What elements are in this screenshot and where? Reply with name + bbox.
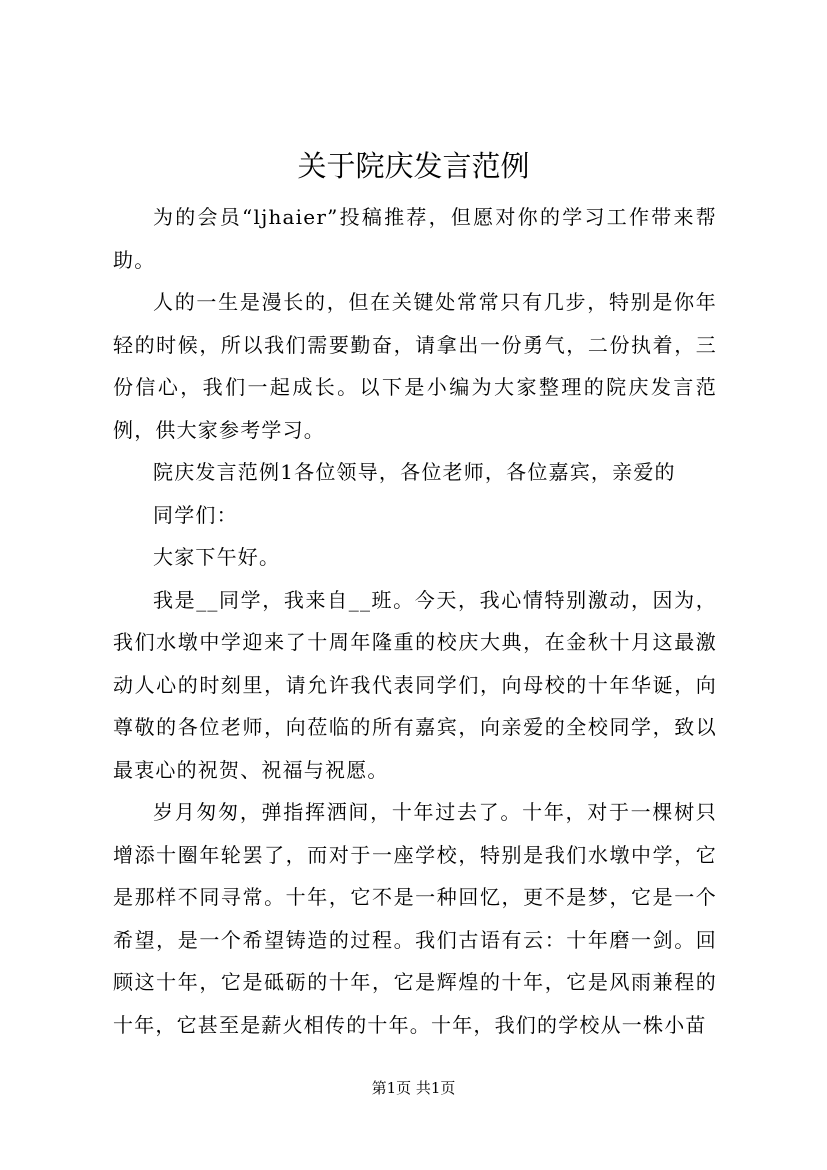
- paragraph-salutation: 大家下午好。: [153, 545, 281, 569]
- paragraph-greeting: 院庆发言范例1各位领导，各位老师，各位嘉宾，亲爱的: [153, 460, 676, 484]
- paragraph-decade: 岁月匆匆，弹指挥洒间，十年过去了。十年，对于一棵树只增添十圈年轮罢了，而对于一座学校，特别是我们水墩中学，它是那样不同寻常。十年，它不是一种回忆，更不是梦，它是一个希望，是一个希望铸造的过程。我们古语有云：十年磨一剑。回顾这十年，它是砥砺的十年，它是辉煌的十年，它是风雨兼程的十年，它甚至是薪火相传的十年。十年，我们的学校从一株小苗: [113, 800, 717, 1037]
- page-footer: 第1页 共1页: [371, 1079, 456, 1097]
- paragraph-intro: 为的会员“ljhaier”投稿推荐，但愿对你的学习工作带来帮助。: [113, 205, 717, 272]
- document-title: 关于院庆发言范例: [297, 149, 530, 183]
- paragraph-self-introduction: 我是__同学，我来自__班。今天，我心情特别激动，因为，我们水墩中学迎来了十周年隆重的校庆大典，在金秋十月这最激动人心的时刻里，请允许我代表同学们，向母校的十年华诞，向尊敬的各位老师，向莅临的所有嘉宾，向亲爱的全校同学，致以最衷心的祝贺、祝福与祝愿。: [113, 587, 717, 782]
- paragraph-greeting-continued: 同学们：: [153, 502, 238, 527]
- paragraph-preface: 人的一生是漫长的，但在关键处常常只有几步，特别是你年轻的时候，所以我们需要勤奋，请拿出一份勇气，二份执着，三份信心，我们一起成长。以下是小编为大家整理的院庆发言范例，供大家参考学习。: [113, 290, 717, 442]
- document-body: [113, 196, 717, 1046]
